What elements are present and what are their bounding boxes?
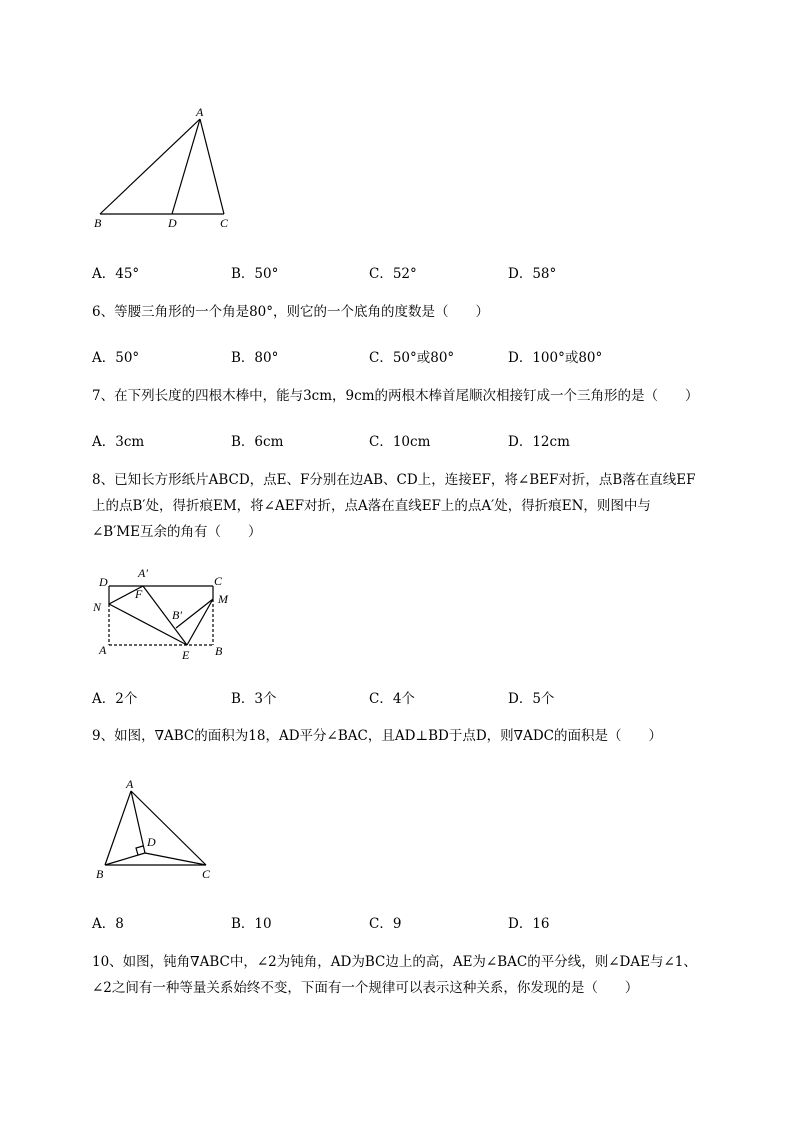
segment-ab: [100, 119, 200, 214]
q7-option-c[interactable]: C．10cm: [369, 434, 431, 450]
label-b-prime: B′: [172, 608, 182, 622]
q8-stem-line-1: 8、已知长方形纸片ABCD，点E、F分别在边AB、CD上，连接EF，将∠BEF对折，点B落在直线EF: [92, 472, 696, 488]
label-a-prime: A′: [138, 566, 148, 580]
segment-ad: [131, 791, 145, 853]
label-a: A: [196, 105, 204, 119]
label-f: F: [135, 587, 143, 601]
q6-stem: 6、等腰三角形的一个角是80°，则它的一个底角的度数是（ ）: [92, 304, 490, 320]
q7-stem: 7、在下列长度的四根木棒中，能与3cm，9cm的两根木棒首尾顺次相接钉成一个三角形的是（ ）: [92, 388, 699, 404]
label-b: B: [215, 644, 223, 658]
q10-stem-line-2: ∠2之间有一种等量关系始终不变，下面有一个规律可以表示这种关系，你发现的是（ ）: [92, 980, 639, 996]
segment-bd: [105, 853, 145, 865]
q5-option-d[interactable]: D．58°: [508, 266, 557, 282]
q8-option-b[interactable]: B．3个: [231, 691, 277, 707]
q5-option-b[interactable]: B．50°: [231, 266, 279, 282]
q5-option-c[interactable]: C．52°: [369, 266, 417, 282]
q9-option-d[interactable]: D．16: [508, 916, 550, 932]
label-c: C: [220, 216, 229, 230]
q8-option-a[interactable]: A．2个: [92, 691, 138, 707]
label-n: N: [93, 600, 102, 614]
q6-options: [0, 346, 794, 366]
q9-option-c[interactable]: C．9: [369, 916, 402, 932]
q7-option-a[interactable]: A．3cm: [92, 434, 145, 450]
label-b: B: [94, 216, 102, 230]
q9-option-b[interactable]: B．10: [231, 916, 272, 932]
q9-stem: 9、如图，∇ABC的面积为18，AD平分∠BAC，且AD⊥BD于点D，则∇ADC的面积是（ ）: [92, 728, 662, 744]
q7-option-b[interactable]: B．6cm: [231, 434, 284, 450]
q6-option-b[interactable]: B．80°: [231, 350, 279, 366]
segment-dc: [145, 853, 206, 865]
figure-triangle-abc-bisector: [90, 775, 225, 885]
segment-me: [187, 599, 213, 645]
label-b: B: [96, 867, 104, 881]
q8-option-c[interactable]: C．4个: [369, 691, 415, 707]
q8-option-d[interactable]: D．5个: [508, 691, 555, 707]
label-c: C: [214, 574, 223, 588]
segment-ab: [105, 791, 131, 865]
q8-options: [0, 687, 794, 707]
label-a: A: [126, 777, 134, 791]
label-a: A: [99, 643, 107, 657]
q7-options: [0, 430, 794, 450]
q9-option-a[interactable]: A．8: [92, 916, 124, 932]
figure-triangle-abd: [90, 105, 240, 235]
q5-option-a[interactable]: A．45°: [92, 266, 140, 282]
label-m: M: [218, 592, 228, 606]
q5-options: [0, 262, 794, 282]
q8-stem-line-3: ∠B′ME互余的角有（ ）: [92, 524, 262, 540]
q6-option-d[interactable]: D．100°或80°: [508, 350, 603, 366]
q9-options: [0, 912, 794, 932]
label-d: D: [168, 216, 177, 230]
q6-option-a[interactable]: A．50°: [92, 350, 140, 366]
q8-stem-line-2: 上的点B′处，得折痕EM，将∠AEF对折，点A落在直线EF上的点A′处，得折痕EN，则图中与: [92, 498, 651, 514]
label-d: D: [99, 575, 108, 589]
q6-option-c[interactable]: C．50°或80°: [369, 350, 455, 366]
q10-stem-line-1: 10、如图，钝角∇ABC中，∠2为钝角，AD为BC边上的高，AE为∠BAC的平分线，则∠DAE与∠1、: [92, 954, 697, 970]
segment-ac: [200, 119, 224, 214]
q7-option-d[interactable]: D．12cm: [508, 434, 570, 450]
label-d: D: [147, 835, 156, 849]
label-e: E: [182, 648, 190, 662]
label-c: C: [202, 867, 211, 881]
segment-ad: [172, 119, 200, 214]
figure-folded-rectangle: [88, 565, 248, 665]
